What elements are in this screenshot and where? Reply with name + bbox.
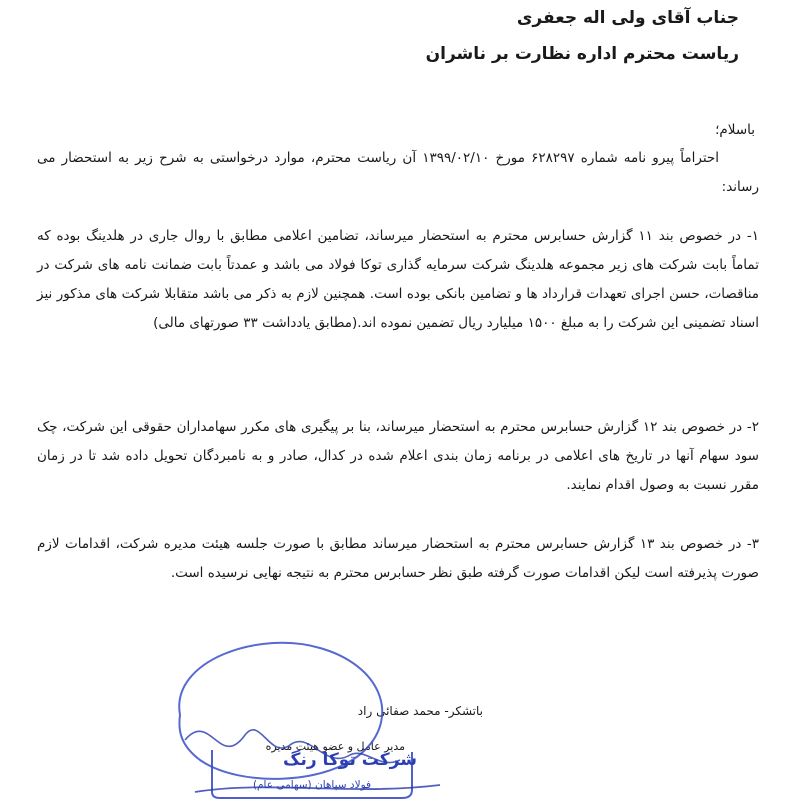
signoff-name: باتشکر- محمد صفائی راد	[357, 704, 483, 718]
addressee-name: جناب آقای ولی اله جعفری	[516, 8, 739, 28]
stamp-oval	[179, 643, 382, 779]
intro-paragraph: احتراماً پیرو نامه شماره ۶۲۸۲۹۷ مورخ ۱۳۹۹/۰۲/۱۰ آن ریاست محترم، موارد درخواستی به شرح زیر به استحضار می رساند:	[37, 150, 759, 195]
stamp-box	[212, 750, 412, 798]
item-1-paragraph: ۱- در خصوص بند ۱۱ گزارش حسابرس محترم به استحضار میرساند، تضامین اعلامی مطابق با روال جاری در هلدینگ بوده که تماماً بابت شرکت های زیر مجموعه هلدینگ شرکت سرمایه گذاری توکا فولاد می باشد و عمدتاً بابت ضمانت نامه های شرکت در مناقصات، حسن اجرای تعهدات قرارداد ها و تضامین بانکی بوده است. همچنین لازم به ذکر می باشد متقابلا شرکت های مذکور نیز اسناد تضمینی این شرکت را به مبلغ ۱۵۰۰ میلیارد ریال تضمین نموده اند.(مطابق یادداشت ۳۳ صورتهای مالی)	[37, 228, 759, 331]
stamp-company-subtitle: فولاد سپاهان (سهامی عام)	[252, 779, 372, 791]
item-3-paragraph: ۳- در خصوص بند ۱۳ گزارش حسابرس محترم به استحضار میرساند مطابق با صورت جلسه هیئت مدیره شرکت، اقدامات لازم صورت پذیرفته است لیکن اقدامات صورت گرفته طبق نظر حسابرس محترم به نتیجه نهایی نرسیده است.	[37, 536, 759, 581]
item-2-paragraph: ۲- در خصوص بند ۱۲ گزارش حسابرس محترم به استحضار میرساند، بنا بر پیگیری های مکرر سهامداران حقوقی این شرکت، چک سود سهام آنها در تاریخ های اعلامی در برنامه زمان بندی اعلام شده در کدال، صادر و به نامبردگان تحویل داده شد تا در زمان مقرر نسبت به وصول اقدام نمایند.	[37, 419, 759, 493]
stamp-company-name: شرکت توکا رنگ	[283, 750, 417, 770]
salutation: باسلام؛	[715, 122, 755, 138]
signature-underline	[195, 785, 440, 792]
signoff-title: مدیر عامل و عضو هیئت مدیره	[265, 740, 405, 753]
addressee-title: ریاست محترم اداره نظارت بر ناشران	[425, 44, 739, 64]
